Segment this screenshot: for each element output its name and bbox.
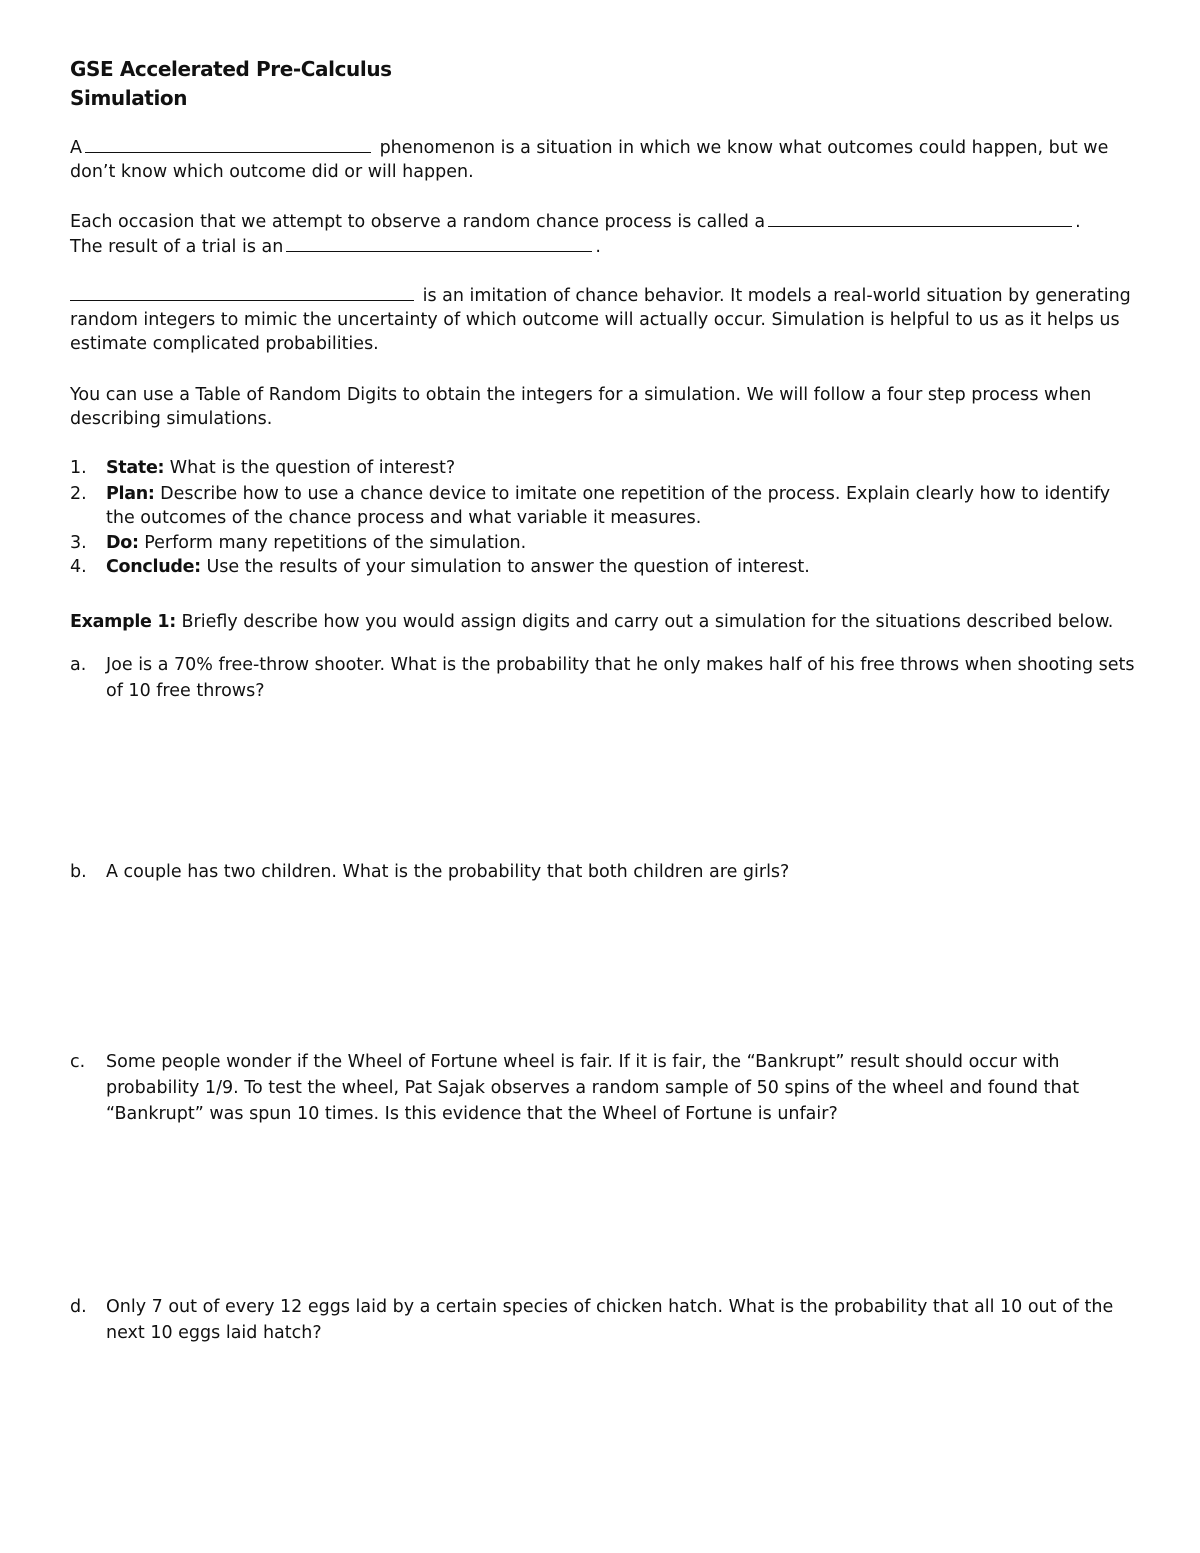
question-text: Only 7 out of every 12 eggs laid by a certain species of chicken hatch. What is the probability that all 10 out of the next 10 eggs laid hatch? (106, 1297, 1114, 1343)
step-state (70, 456, 1140, 480)
step-do (70, 531, 1140, 555)
simulation-blank (70, 284, 414, 301)
step-text: Perform many repetitions of the simulation. (144, 533, 527, 553)
step-label: Plan: (106, 484, 155, 504)
question-text: A couple has two children. What is the probability that both children are girls? (106, 862, 790, 882)
trial-definition (70, 210, 1140, 234)
example-label: Example 1: (70, 612, 176, 632)
outcome-definition (70, 235, 1140, 259)
step-conclude (70, 555, 1140, 579)
step-plan (70, 482, 1140, 530)
simulation-rest: is an imitation of chance behavior. It models a real-world situation by generating random integers to mimic the uncertainty of which outcome will actually occur. Simulation is helpful to us as it helps us estimate complicated probabilities. (70, 286, 1131, 354)
outcome-text: The result of a trial is an (70, 237, 284, 257)
step-text: Describe how to use a chance device to imitate one repetition of the process. Explain clearly how to identify the outcomes of the chance process and what variable it measures. (106, 484, 1111, 528)
random-definition (70, 136, 1140, 184)
step-label: State: (106, 458, 165, 478)
question-b (70, 859, 1140, 885)
question-a (70, 652, 1140, 704)
random-a: A (70, 138, 82, 158)
random-rest: phenomenon is a situation in which we know what outcomes could happen, but we don’t know which outcome did or will happen. (70, 138, 1109, 182)
step-number: 1. (70, 458, 87, 478)
random-blank (85, 136, 371, 153)
trial-blank (768, 210, 1072, 227)
question-c (70, 1049, 1140, 1127)
trial-text: Each occasion that we attempt to observe a random chance process is called a (70, 212, 766, 232)
trial-end: . (1075, 212, 1081, 232)
step-label: Conclude: (106, 557, 201, 577)
question-letter: a. (70, 655, 87, 675)
example-heading (70, 610, 1140, 634)
step-number: 4. (70, 557, 87, 577)
example-text: Briefly describe how you would assign digits and carry out a simulation for the situations described below. (181, 612, 1114, 632)
question-d (70, 1294, 1140, 1346)
topic-title: Simulation (70, 86, 188, 110)
step-text: Use the results of your simulation to answer the question of interest. (206, 557, 810, 577)
step-number: 3. (70, 533, 87, 553)
question-text: Some people wonder if the Wheel of Fortune wheel is fair. If it is fair, the “Bankrupt” result should occur with probability 1/9. To test the wheel, Pat Sajak observes a random sample of 50 spins of the wheel and found that “Bankrupt” was spun 10 times. Is this evidence that the Wheel of Fortune is unfair? (106, 1052, 1080, 1124)
outcome-end: . (595, 237, 601, 257)
step-label: Do: (106, 533, 139, 553)
question-letter: b. (70, 862, 87, 882)
question-text: Joe is a 70% free-throw shooter. What is the probability that he only makes half of his free throws when shooting sets of 10 free throws? (106, 655, 1135, 701)
random-digits-paragraph: You can use a Table of Random Digits to obtain the integers for a simulation. We will follow a four step process when describing simulations. (70, 385, 1092, 429)
step-text: What is the question of interest? (169, 458, 456, 478)
simulation-definition (70, 284, 1140, 356)
outcome-blank (286, 235, 592, 252)
question-letter: d. (70, 1297, 87, 1317)
course-title: GSE Accelerated Pre-Calculus (70, 57, 392, 81)
step-number: 2. (70, 484, 87, 504)
question-letter: c. (70, 1052, 86, 1072)
